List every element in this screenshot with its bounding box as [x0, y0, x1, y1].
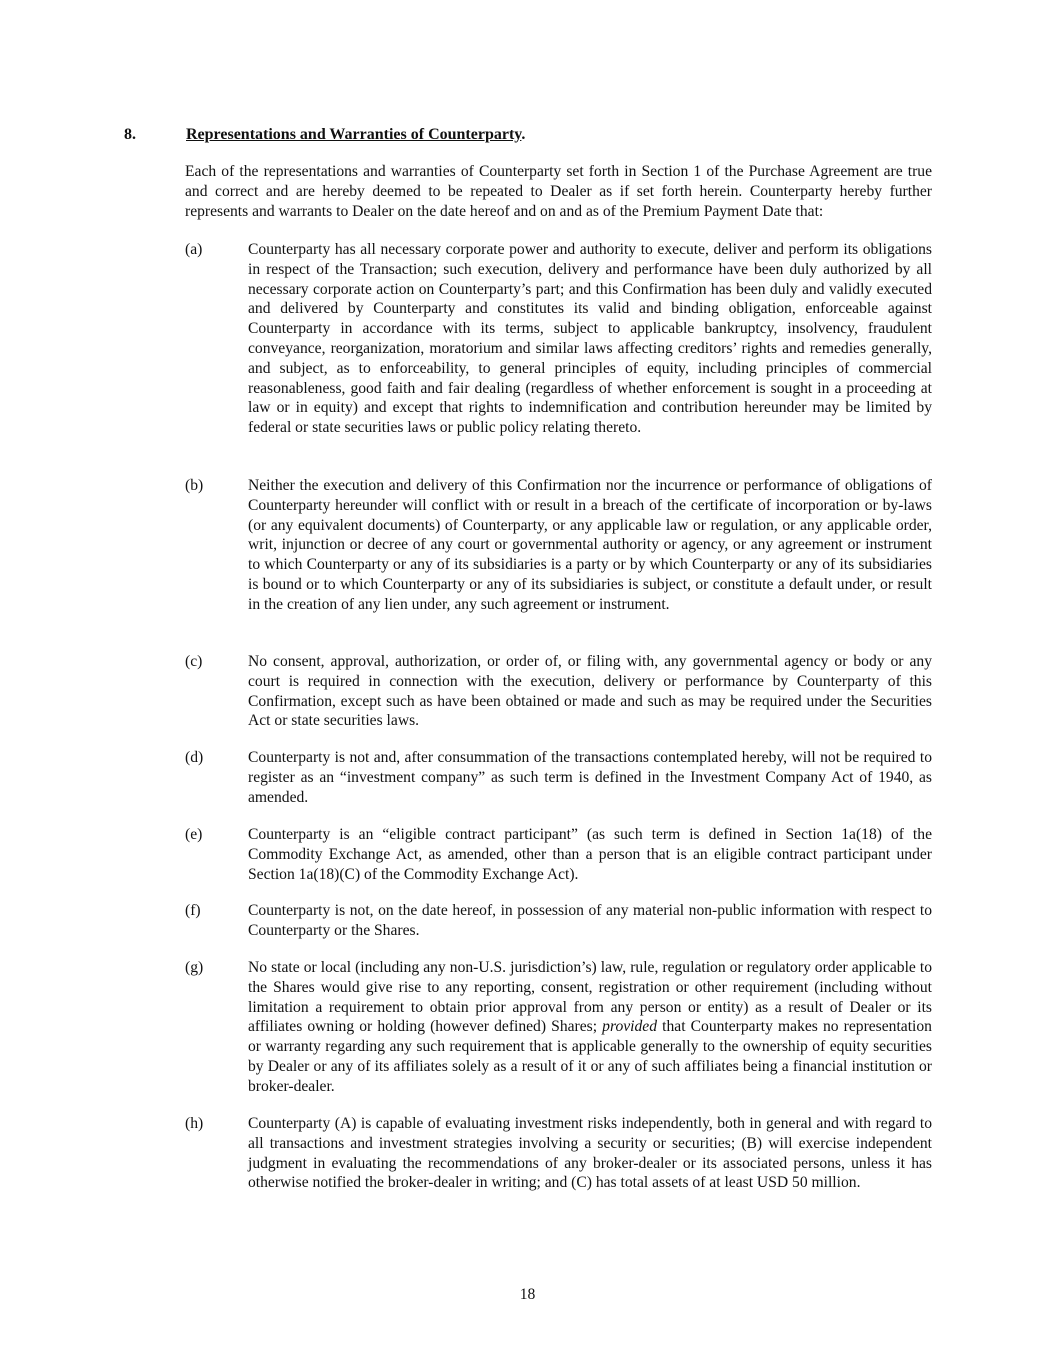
section-title-period: . [521, 126, 526, 143]
item-text-after: that Counterparty makes no representation or warranty regarding any such requirement that is applicable generally to the ownership of equity securities by Dealer or any of its affiliates solely as a result of it or any of such affiliates being a financial institution or broker-dealer. [248, 1018, 932, 1095]
item-text: Counterparty has all necessary corporate power and authority to execute, deliver and perform its obligations in respect of the Transaction; such execution, delivery and performance have been duly authorized by all necessary corporate action on Counterparty’s part; and this Confirmation has been duly and validly executed and delivered by Counterparty and constitutes its valid and binding obligation, enforceable against Counterparty in accordance with its terms, subject to applicable bankruptcy, insolvency, fraudulent conveyance, reorganization, moratorium and similar laws affecting creditors’ rights and remedies generally, and subject, as to enforceability, to general principles of equity, including principles of commercial reasonableness, good faith and fair dealing (regardless of whether enforcement is sought in a proceeding at law or in equity) and except that rights to indemnification and contribution hereunder may be limited by federal or state securities laws or public policy relating thereto. [248, 241, 932, 437]
item-label: (e) [185, 826, 203, 843]
list-item-c [185, 652, 932, 731]
item-label: (c) [185, 653, 203, 670]
item-text: Counterparty is not, on the date hereof, in possession of any material non-public information with respect to Counterparty or the Shares. [248, 902, 932, 939]
list-item-e [185, 825, 932, 884]
item-label: (a) [185, 241, 203, 258]
list-item-g [185, 958, 932, 1097]
list-item-f [185, 901, 932, 941]
item-label: (d) [185, 749, 204, 766]
item-text-before: No state or local (including any non-U.S. jurisdiction’s) law, rule, regulation or regulatory order applicable to the Shares would give rise to any reporting, consent, registration or other requirement (including without limitation a requirement to obtain prior approval from any person or entity) as a result of Dealer or its affiliates owning or holding (however defined) Shares; [248, 959, 932, 1036]
item-text: Counterparty (A) is capable of evaluating investment risks independently, both in general and with regard to all transactions and investment strategies involving a security or securities; (B) will exercise independent judgment in evaluating the recommendations of any broker-dealer or its associated persons, unless it has otherwise notified the broker-dealer in writing; and (C) has total assets of at least USD 50 million. [248, 1115, 932, 1192]
item-text: Neither the execution and delivery of this Confirmation nor the incurrence or performance of obligations of Counterparty hereunder will conflict with or result in a breach of the certificate of incorporation or by-laws (or any equivalent documents) of Counterparty, or any applicable law or regulation, or any applicable order, writ, injunction or decree of any court or governmental authority or agency, or any agreement or instrument to which Counterparty or any of its subsidiaries is a party or by which Counterparty or any of its subsidiaries is bound or to which Counterparty or any of its subsidiaries is subject, or constitute a default under, or result in the creation of any lien under, any such agreement or instrument. [248, 477, 932, 613]
item-text: Counterparty is an “eligible contract participant” (as such term is defined in Section 1a(18) of the Commodity Exchange Act, as amended, other than a person that is an eligible contract participant under Section 1a(18)(C) of the Commodity Exchange Act). [248, 826, 932, 883]
section-heading [124, 125, 525, 145]
item-text [248, 958, 932, 1097]
item-text: Counterparty is not and, after consummation of the transactions contemplated hereby, will not be required to register as an “investment company” as such term is defined in the Investment Company Act of 1940, as amended. [248, 749, 932, 806]
item-label: (h) [185, 1115, 204, 1132]
item-label: (f) [185, 902, 201, 919]
intro-paragraph: Each of the representations and warranties of Counterparty set forth in Section 1 of the Purchase Agreement are true and correct and are hereby deemed to be repeated to Dealer as if set forth herein. Counterparty hereby further represents and warrants to Dealer on the date hereof and on and as of the Premium Payment Date that: [185, 163, 932, 220]
item-text: No consent, approval, authorization, or order of, or filing with, any governmental agency or body or any court is required in connection with the execution, delivery or performance by Counterparty of this Confirmation, except such as have been obtained or made and such as may be required under the Securities Act or state securities laws. [248, 653, 932, 730]
item-text-italic: provided [602, 1018, 658, 1036]
item-label: (g) [185, 959, 204, 976]
page-number: 18 [519, 1286, 536, 1303]
section-number: 8. [124, 126, 136, 143]
list-item-h [185, 1114, 932, 1193]
section-title: Representations and Warranties of Counterparty [186, 126, 522, 143]
item-label: (b) [185, 477, 204, 494]
list-item-d [185, 748, 932, 807]
list-item-a [185, 240, 932, 438]
list-item-b [185, 476, 932, 615]
